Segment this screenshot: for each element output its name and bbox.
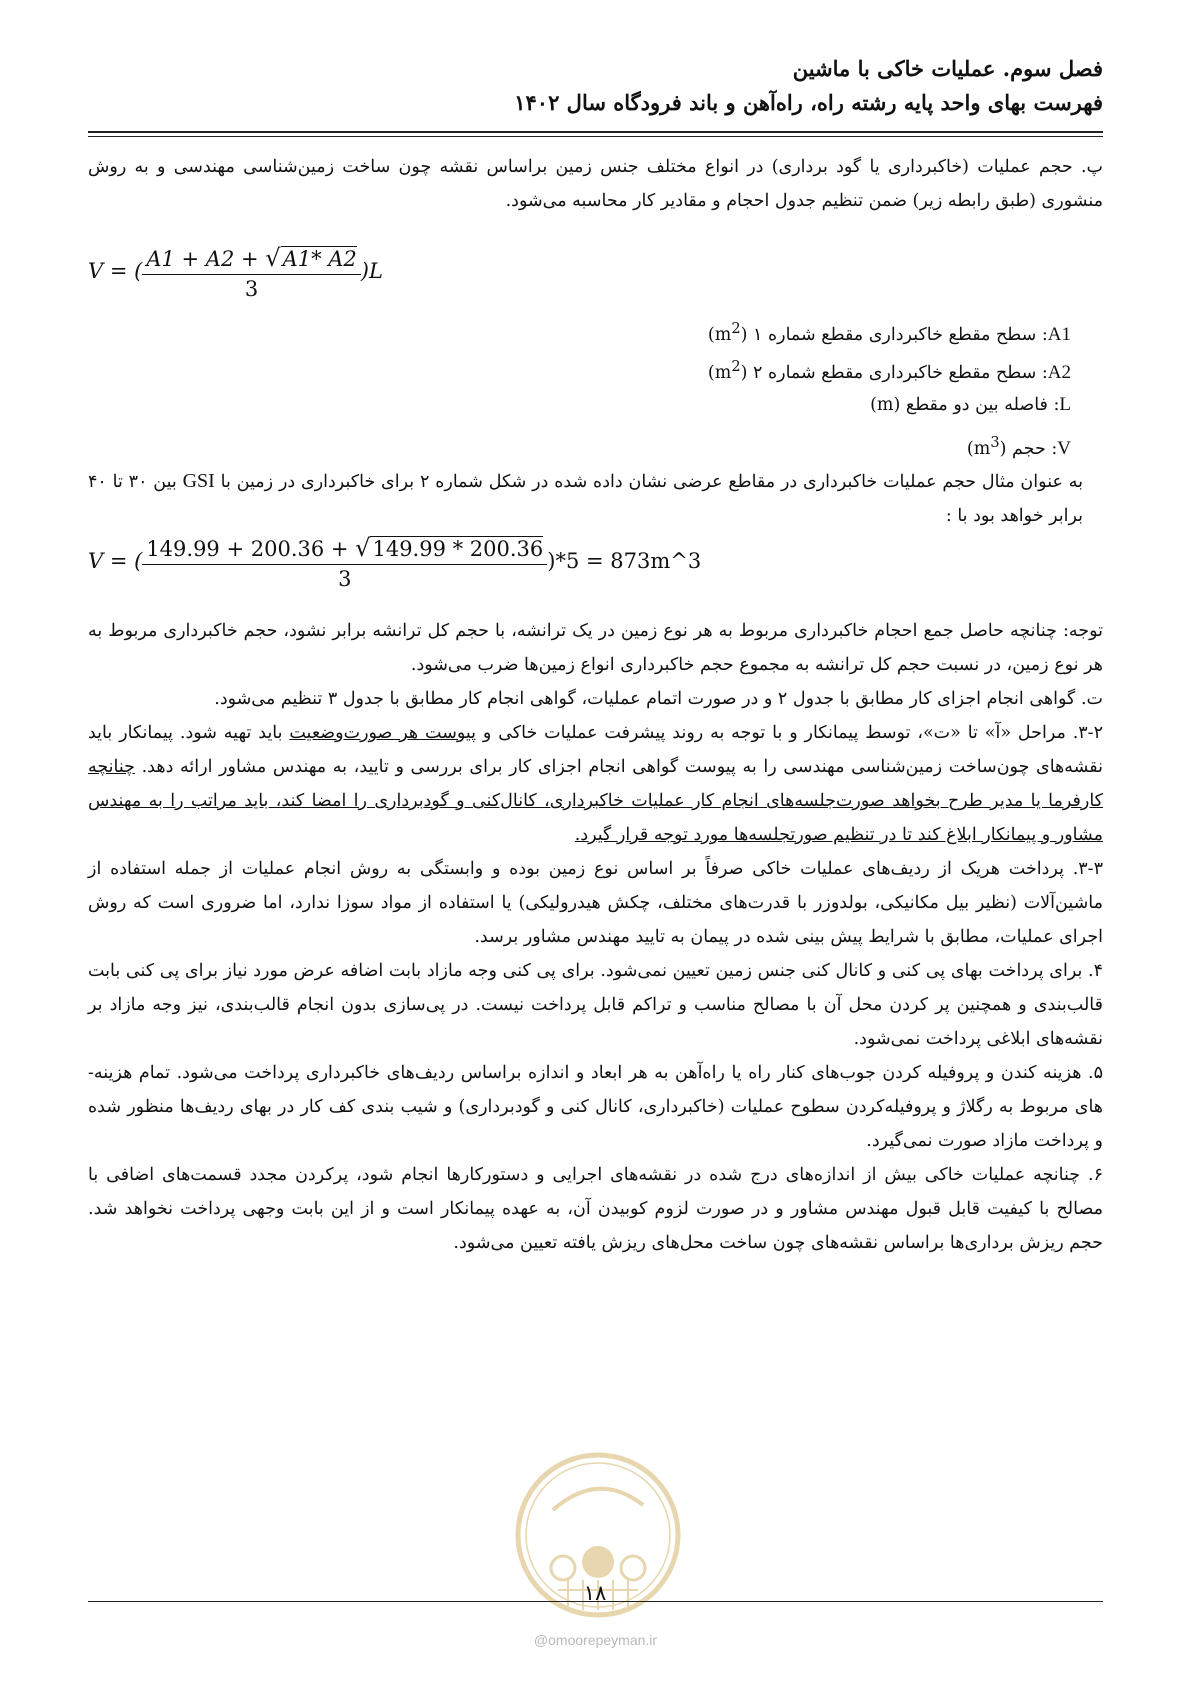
definition-a2-text: : سطح مقطع خاکبرداری مقطع شماره ۲ (m	[714, 362, 1048, 383]
section-3-2	[88, 716, 1103, 852]
unit-exponent: 2	[731, 358, 741, 375]
formula2-lhs: V = (	[88, 549, 143, 573]
chapter-title: فصل سوم. عملیات خاکی با ماشین	[792, 56, 1103, 81]
header-rule-thin	[88, 136, 1103, 137]
definition-a1: A1: سطح مقطع خاکبرداری مقطع شماره ۱ $(m^2)$	[707, 320, 1071, 345]
definition-v: V: حجم $(m^3)$	[966, 434, 1071, 459]
formula-denominator: 3	[244, 277, 259, 301]
gsi-term: GSI	[182, 470, 215, 492]
paragraph-p: پ. حجم عملیات (خاکبرداری یا گود برداری) در انواع مختلف جنس زمین براساس نقشه چون ساخت زمین‌شناسی مهندسی و به روش منشوری (طبق رابطه زیر) ضمن تنظیم جدول احجام و مقادیر کار محاسبه می‌شود.	[88, 157, 1103, 211]
section-3-2-underlined: پیوست هر صورت‌وضعیت	[289, 723, 477, 743]
formula-sqrt-term: A1* A2	[282, 247, 357, 271]
sqrt-symbol: √	[355, 534, 371, 562]
definition-v-text: : حجم (m	[973, 438, 1058, 459]
example-text-a: به عنوان مثال حجم عملیات خاکبرداری در مقاطع عرضی نشان داده شده در شکل شماره ۲ برای خاکبرداری در زمین با	[220, 472, 1083, 492]
example-volume-formula	[88, 534, 701, 591]
formula2-denominator: 3	[338, 567, 352, 591]
formula2-numerator-sum: 149.99 + 200.36 +	[146, 537, 356, 561]
document-subtitle: فهرست بهای واحد پایه رشته راه، راه‌آهن و باند فرودگاه سال ۱۴۰۲	[514, 90, 1103, 115]
page-header	[88, 52, 1103, 120]
definition-l	[870, 392, 1071, 418]
item-6: ۶. چنانچه عملیات خاکی بیش از اندازه‌های درج شده در نقشه‌های اجرایی و دستورکارها انجام شود، پرکردن مجدد قسمت‌های اضافی با مصالح با کیفیت قابل قبول مهندس مشاور و در صورت لزوم کوبیدن آن، به عهده پیمانکار است و از این بابت وجهی پرداخت نخواهد شد. حجم ریزش برداری‌ها براساس نقشه‌های چون ساخت محل‌های ریزش یافته تعیین می‌شود.	[88, 1165, 1103, 1253]
formula2-fraction	[142, 534, 547, 591]
definition-a2: A2: سطح مقطع خاکبرداری مقطع شماره ۲ $(m^2)$	[707, 358, 1071, 383]
formula-numerator-sum: A1 + A2 +	[146, 247, 266, 271]
definition-l-text: : فاصله بین دو مقطع (m)	[870, 395, 1060, 415]
website-watermark: @omoorepeyman.ir	[533, 1632, 658, 1648]
item-4: ۴. برای پرداخت بهای پی کنی و کانال کنی جنس زمین تعیین نمی‌شود. برای پی کنی وجه مازاد بابت اضافه عرض مورد نیاز برای پی کنی بابت قالب‌بندی و همچنین پر کردن محل آن با مصالح مناسب و تراکم قابل پرداخت نیست. در پی‌سازی بدون انجام قالب‌بندی، نیز وجه مازاد بر نقشه‌های ابلاغی پرداخت نمی‌شود.	[88, 961, 1103, 1049]
formula-rhs: )L	[360, 259, 383, 283]
section-3-3: ۳-۳. پرداخت هریک از ردیف‌های عملیات خاکی صرفاً بر اساس نوع زمین بوده و وابستگی به روش انجام عملیات از جمله استفاده از ماشین‌آلات (نظیر بیل مکانیکی، بولدوزر با قدرت‌های مختلف، چکش هیدرولیکی) یا استفاده از مواد سوزا ندارد، اما ضروری است که روش اجرای عملیات، مطابق با شرایط پیش بینی شده در پیمان به تایید مهندس مشاور برسد.	[88, 859, 1103, 947]
formula2-sqrt-term: 149.99 * 200.36	[372, 537, 544, 561]
note-paragraph: توجه: چنانچه حاصل جمع احجام خاکبرداری مربوط به هر نوع زمین در یک ترانشه، با حجم کل ترانشه برابر نشود، حجم خاکبرداری مربوط به هر نوع زمین، در نسبت حجم کل ترانشه به مجموع حجم خاکبرداری انواع زمین‌ها ضرب می‌شود.	[88, 621, 1103, 675]
item-5: ۵. هزینه کندن و پروفیله کردن جوب‌های کنار راه یا راه‌آهن به هر ابعاد و اندازه براساس ردیف‌های خاکبرداری پرداخت می‌شود. تمام هزینه-های مربوط به رگلاژ و پروفیله‌کردن سطوح عملیات (خاکبرداری، کانال کنی و گودبرداری) و شیب بندی کف کار در بهای ردیف‌ها منظور شده و پرداخت مازاد صورت نمی‌گیرد.	[88, 1063, 1103, 1151]
unit-exponent: 2	[731, 320, 741, 337]
definition-a1-text: : سطح مقطع خاکبرداری مقطع شماره ۱ (m	[714, 324, 1048, 345]
formula-fraction	[142, 244, 360, 301]
sqrt-symbol: √	[265, 244, 281, 272]
header-rule-thick	[88, 131, 1103, 133]
formula-lhs: V = (	[88, 259, 143, 283]
section-3-2-text-a: ۳-۲. مراحل «آ» تا «ت»، توسط پیمانکار و با توجه به روند پیشرفت عملیات خاکی و	[476, 723, 1103, 743]
prism-volume-formula	[88, 244, 383, 301]
formula2-rhs: )*5 = 873m^3	[547, 549, 702, 573]
symbol-v: V	[1057, 437, 1071, 459]
symbol-a2: A2	[1047, 361, 1071, 383]
section-3-2-text-b: باید تهیه شود. پیمانکار باید نقشه‌های چون‌ساخت زمین‌شناسی مهندسی را به پیوست گواهی انجام اجزای کار برای بررسی و تایید، به مهندس مشاور ارائه دهد.	[88, 723, 1103, 777]
example-text-b: بین ۳۰ تا ۴۰ برابر خواهد بود با :	[88, 472, 1083, 526]
symbol-a1: A1	[1047, 323, 1071, 345]
symbol-l: L	[1059, 394, 1071, 415]
section-3-2-underlined-clause: چنانچه کارفرما یا مدیر طرح بخواهد صورت‌جلسه‌های انجام کار عملیات خاکبرداری، کانال‌کنی و گودبرداری را امضا کند، باید مراتب را به مهندس مشاور و پیمانکار ابلاغ کند تا در تنظیم صورتجلسه‌ها مورد توجه قرار گیرد.	[88, 757, 1103, 845]
page-number: ۱۸	[583, 1581, 607, 1605]
example-paragraph	[88, 464, 1083, 533]
unit-exponent: 3	[990, 434, 1000, 451]
paragraph-t: ت. گواهی انجام اجزای کار مطابق با جدول ۲ و در صورت اتمام عملیات، گواهی انجام کار مطابق با جدول ۳ تنظیم می‌شود.	[214, 689, 1103, 709]
